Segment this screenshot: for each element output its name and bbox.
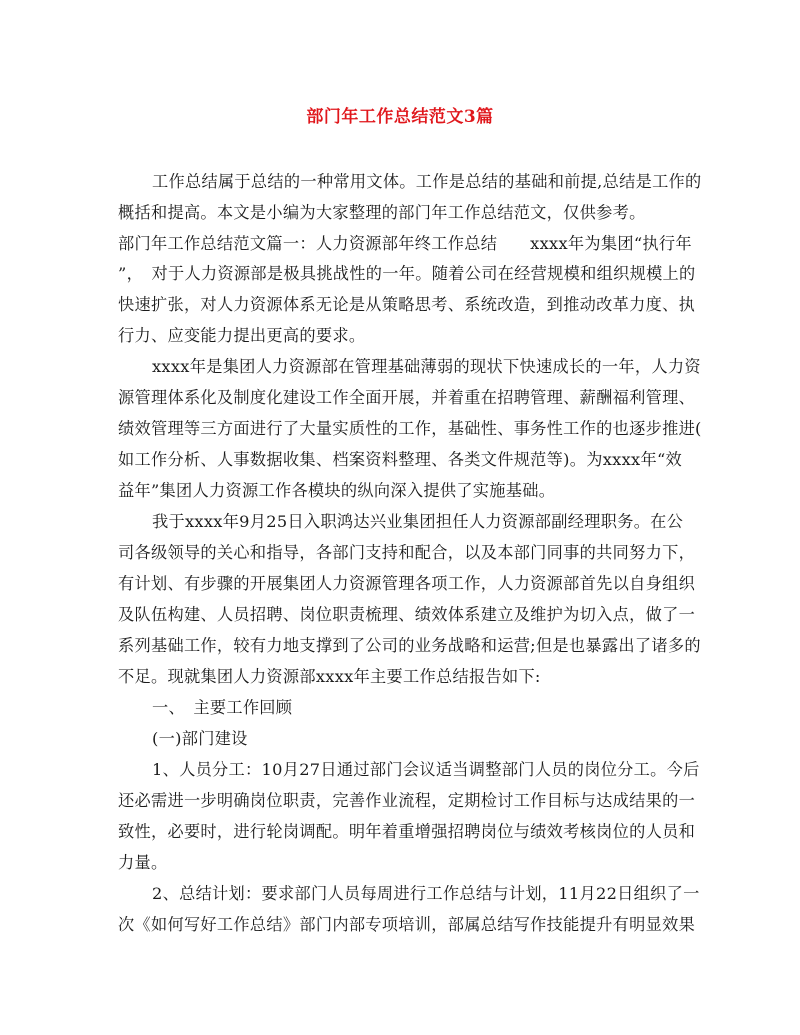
- text-line: 益年”集团人力资源工作各模块的纵向深入提供了实施基础。: [118, 481, 556, 500]
- text-line: 次《如何写好工作总结》部门内部专项培训，部属总结写作技能提升有明显效果: [118, 915, 696, 934]
- text-line: 我于xxxx年9月25日入职鸿达兴业集团担任人力资源部副经理职务。在公: [152, 512, 684, 531]
- text-line: 司各级领导的关心和指导，各部门支持和配合，以及本部门同事的共同努力下，: [118, 543, 696, 562]
- text-line: 行力、应变能力提出更高的要求。: [118, 326, 366, 345]
- text-line: 部门年工作总结范文篇一：人力资源部年终工作总结 xxxx年为集团“执行年: [118, 234, 692, 253]
- subsection-heading: (一)部门建设: [152, 729, 248, 748]
- text-line: 快速扩张，对人力资源体系无论是从策略思考、系统改造，到推动改革力度、执: [118, 295, 696, 314]
- section-heading: 一、 主要工作回顾: [152, 698, 293, 717]
- text-line: 还必需进一步明确岗位职责，完善作业流程，定期检讨工作目标与达成结果的一: [118, 791, 696, 810]
- text-line: 有计划、有步骤的开展集团人力资源管理各项工作，人力资源部首先以自身组织: [118, 574, 696, 593]
- text-line: 不足。现就集团人力资源部xxxx年主要工作总结报告如下:: [118, 667, 541, 686]
- text-line: 如工作分析、人事数据收集、档案资料整理、各类文件规范等)。为xxxx年“效: [118, 450, 683, 469]
- text-line: xxxx年是集团人力资源部在管理基础薄弱的现状下快速成长的一年，人力资: [152, 357, 701, 376]
- text-line: 及队伍构建、人员招聘、岗位职责梳理、绩效体系建立及维护为切入点，做了一: [118, 605, 696, 624]
- text-line: 概括和提高。本文是小编为大家整理的部门年工作总结范文，仅供参考。: [118, 203, 646, 222]
- text-line: 绩效管理等三方面进行了大量实质性的工作，基础性、事务性工作的也逐步推进(: [118, 419, 702, 438]
- text-line: 1、人员分工：10月27日通过部门会议适当调整部门人员的岗位分工。今后: [152, 760, 700, 779]
- text-line: 工作总结属于总结的一种常用文体。工作是总结的基础和前提,总结是工作的: [152, 172, 702, 191]
- text-line: 系列基础工作，较有力地支撑到了公司的业务战略和运营;但是也暴露出了诸多的: [118, 636, 701, 655]
- text-line: 2、总结计划：要求部门人员每周进行工作总结与计划，11月22日组织了一: [152, 884, 700, 903]
- text-line: ”， 对于人力资源部是极具挑战性的一年。随着公司在经营规模和组织规模上的: [118, 264, 696, 283]
- text-line: 力量。: [118, 853, 168, 872]
- document-title: 部门年工作总结范文3篇: [306, 107, 494, 127]
- text-line: 致性，必要时，进行轮岗调配。明年着重增强招聘岗位与绩效考核岗位的人员和: [118, 822, 696, 841]
- text-line: 源管理体系化及制度化建设工作全面开展，并着重在招聘管理、薪酬福利管理、: [118, 388, 696, 407]
